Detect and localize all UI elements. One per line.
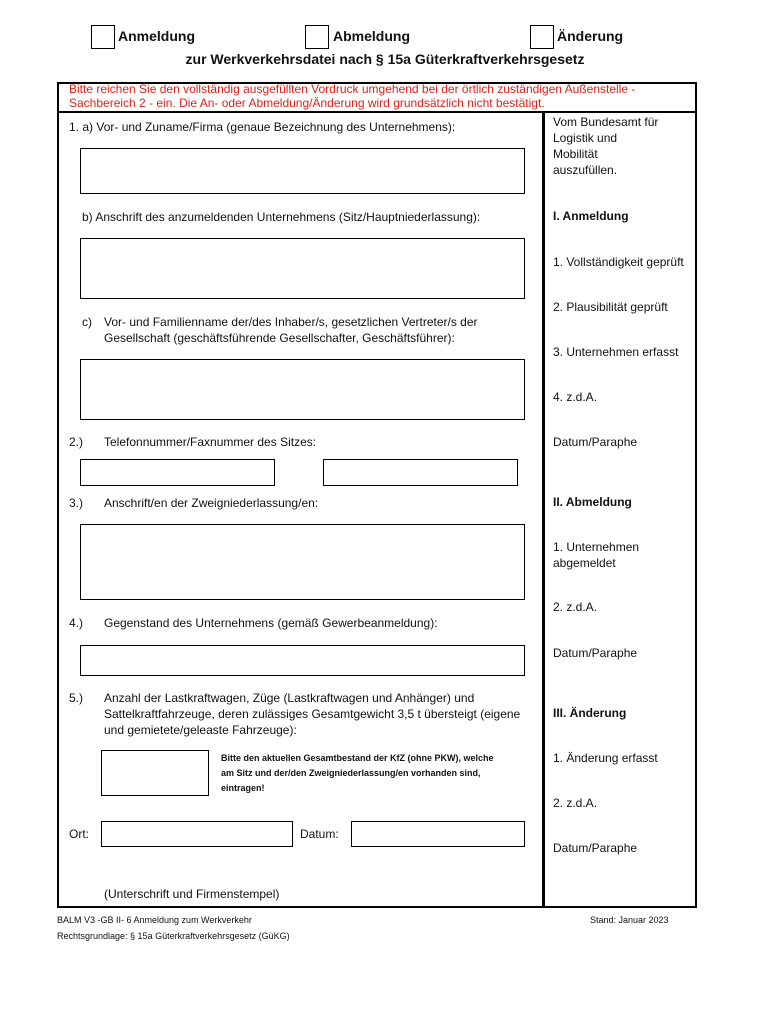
footer-legal-basis: Rechtsgrundlage: § 15a Güterkraftverkehrsgesetz (GüKG) <box>57 931 290 941</box>
s1-filed: 4. z.d.A. <box>553 390 598 404</box>
footer-form-id: BALM V3 -GB II- 6 Anmeldung zum Werkverkehr <box>57 915 252 925</box>
section-anmeldung-heading: I. Anmeldung <box>553 209 629 223</box>
datum-field[interactable] <box>351 821 525 847</box>
footer-version-date: Stand: Januar 2023 <box>590 915 669 925</box>
ort-field[interactable] <box>101 821 293 847</box>
company-address-field[interactable] <box>80 238 525 299</box>
s1-date-initials: Datum/Paraphe <box>553 435 638 449</box>
vehicle-count-hint: Bitte den aktuellen Gesamtbestand der KfZ (ohne PKW), welche am Sitz und der/den Zweigniederlassung/en vorhanden sind, eintragen! <box>221 753 494 793</box>
q1b-label: b) Anschrift des anzumeldenden Unternehmens (Sitz/Hauptniederlassung): <box>82 210 481 224</box>
signature-label: (Unterschrift und Firmenstempel) <box>104 887 280 901</box>
aenderung-checkbox[interactable] <box>530 25 554 49</box>
form-title: zur Werkverkehrsdatei nach § 15a Güterkraftverkehrsgesetz <box>185 51 585 67</box>
q3-number: 3.) <box>69 496 84 510</box>
fax-field[interactable] <box>323 459 518 486</box>
branch-address-field[interactable] <box>80 524 525 600</box>
notice-divider <box>57 111 697 113</box>
s2-date-initials: Datum/Paraphe <box>553 646 638 660</box>
q4-label: Gegenstand des Unternehmens (gemäß Gewerbeanmeldung): <box>104 616 438 630</box>
anmeldung-label: Anmeldung <box>118 28 195 44</box>
s1-completeness: 1. Vollständigkeit geprüft <box>553 255 684 269</box>
aenderung-label: Änderung <box>557 28 624 44</box>
anmeldung-checkbox[interactable] <box>91 25 115 49</box>
sidebar-intro: Vom Bundesamt für Logistik und Mobilität auszufüllen. <box>553 115 659 177</box>
phone-field[interactable] <box>80 459 275 486</box>
section-abmeldung-heading: II. Abmeldung <box>553 495 632 509</box>
q3-label: Anschrift/en der Zweigniederlassung/en: <box>104 496 319 510</box>
q1c-number: c) <box>82 315 92 329</box>
column-divider <box>542 111 545 908</box>
vehicle-count-field[interactable] <box>101 750 209 796</box>
s1-recorded: 3. Unternehmen erfasst <box>553 345 679 359</box>
s2-deregistered: 1. Unternehmen abgemeldet <box>553 540 640 570</box>
q2-label: Telefonnummer/Faxnummer des Sitzes: <box>104 435 317 449</box>
q1c-label: Vor- und Familienname der/des Inhaber/s, gesetzlichen Vertreter/s der Gesellschaft (geschäftsführende Gesellschafter, Geschäftsführer): <box>104 315 478 345</box>
q1a-label: 1. a) Vor- und Zuname/Firma (genaue Bezeichnung des Unternehmens): <box>69 120 456 134</box>
s3-change-recorded: 1. Änderung erfasst <box>553 751 658 765</box>
s1-plausibility: 2. Plausibilität geprüft <box>553 300 668 314</box>
q2-number: 2.) <box>69 435 84 449</box>
datum-label: Datum: <box>300 827 339 841</box>
notice-text: Bitte reichen Sie den vollständig ausgefüllten Vordruck umgehend bei der örtlich zuständigen Außenstelle - Sachbereich 2 - ein. Die An- oder Abmeldung/Änderung wird grundsätzlich nicht bestätigt. <box>69 82 636 110</box>
abmeldung-checkbox[interactable] <box>305 25 329 49</box>
company-name-field[interactable] <box>80 148 525 194</box>
q4-number: 4.) <box>69 616 84 630</box>
section-aenderung-heading: III. Änderung <box>553 706 627 720</box>
legal-representative-field[interactable] <box>80 359 525 420</box>
ort-label: Ort: <box>69 827 89 841</box>
q5-label: Anzahl der Lastkraftwagen, Züge (Lastkraftwagen und Anhänger) und Sattelkraftfahrzeuge, deren zulässiges Gesamtgewicht 3,5 t übersteigt (eigene und gemietete/geleaste Fahrzeuge): <box>104 691 521 737</box>
s2-filed: 2. z.d.A. <box>553 600 598 614</box>
s3-filed: 2. z.d.A. <box>553 796 598 810</box>
business-purpose-field[interactable] <box>80 645 525 676</box>
q5-number: 5.) <box>69 691 84 705</box>
abmeldung-label: Abmeldung <box>333 28 410 44</box>
s3-date-initials: Datum/Paraphe <box>553 841 638 855</box>
